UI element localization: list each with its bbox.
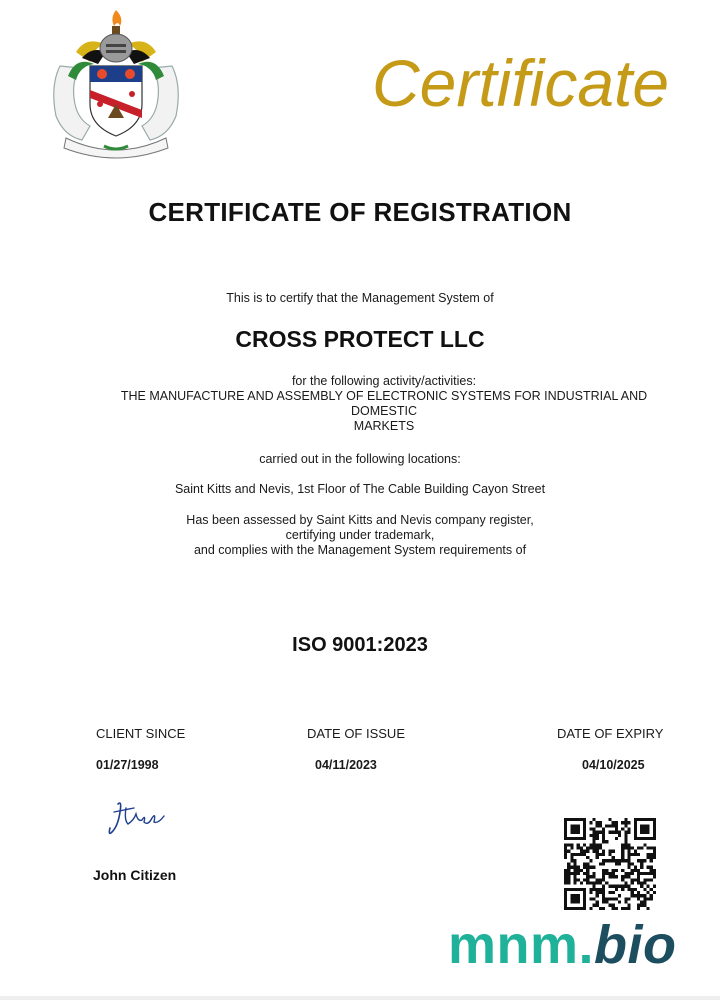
standard-name: ISO 9001:2023 xyxy=(292,634,428,656)
assessment-line: and complies with the Management System requirements of xyxy=(193,543,527,557)
certificate-heading: Certificate xyxy=(372,46,670,120)
issue-date-label: DATE OF ISSUE xyxy=(307,726,405,741)
coat-of-arms-icon xyxy=(46,6,186,162)
client-since-value: 01/27/1998 xyxy=(96,758,159,772)
activity-intro: for the following activity/activities: xyxy=(291,374,477,388)
locations-intro: carried out in the following locations: xyxy=(259,452,461,466)
activity-block xyxy=(90,374,678,434)
client-since-label: CLIENT SINCE xyxy=(96,726,186,741)
expiry-date-label: DATE OF EXPIRY xyxy=(557,726,664,741)
assessment-line: Has been assessed by Saint Kitts and Nevis company register, xyxy=(186,513,534,527)
watermark-logo xyxy=(448,915,677,975)
assessment-line: certifying under trademark, xyxy=(285,528,435,542)
issue-date-value: 04/11/2023 xyxy=(315,758,377,772)
activity-line: MARKETS xyxy=(353,419,415,433)
watermark-part2: bio xyxy=(594,915,677,975)
location-text: Saint Kitts and Nevis, 1st Floor of The Cable Building Cayon Street xyxy=(174,482,546,496)
qr-code-icon[interactable] xyxy=(564,818,656,910)
watermark-part1: mnm. xyxy=(448,915,595,975)
activity-line: DOMESTIC xyxy=(351,404,417,418)
expiry-date-value: 04/10/2025 xyxy=(582,758,645,772)
company-name: CROSS PROTECT LLC xyxy=(235,326,485,352)
assessment-statement xyxy=(0,513,720,558)
signatory-name: John Citizen xyxy=(93,867,177,883)
certify-line: This is to certify that the Management System of xyxy=(226,291,494,305)
page-title: CERTIFICATE OF REGISTRATION xyxy=(148,197,572,227)
activity-line: THE MANUFACTURE AND ASSEMBLY OF ELECTRONIC SYSTEMS FOR INDUSTRIAL AND xyxy=(120,389,648,403)
bottom-divider xyxy=(0,996,720,1000)
signature-icon xyxy=(104,798,168,842)
